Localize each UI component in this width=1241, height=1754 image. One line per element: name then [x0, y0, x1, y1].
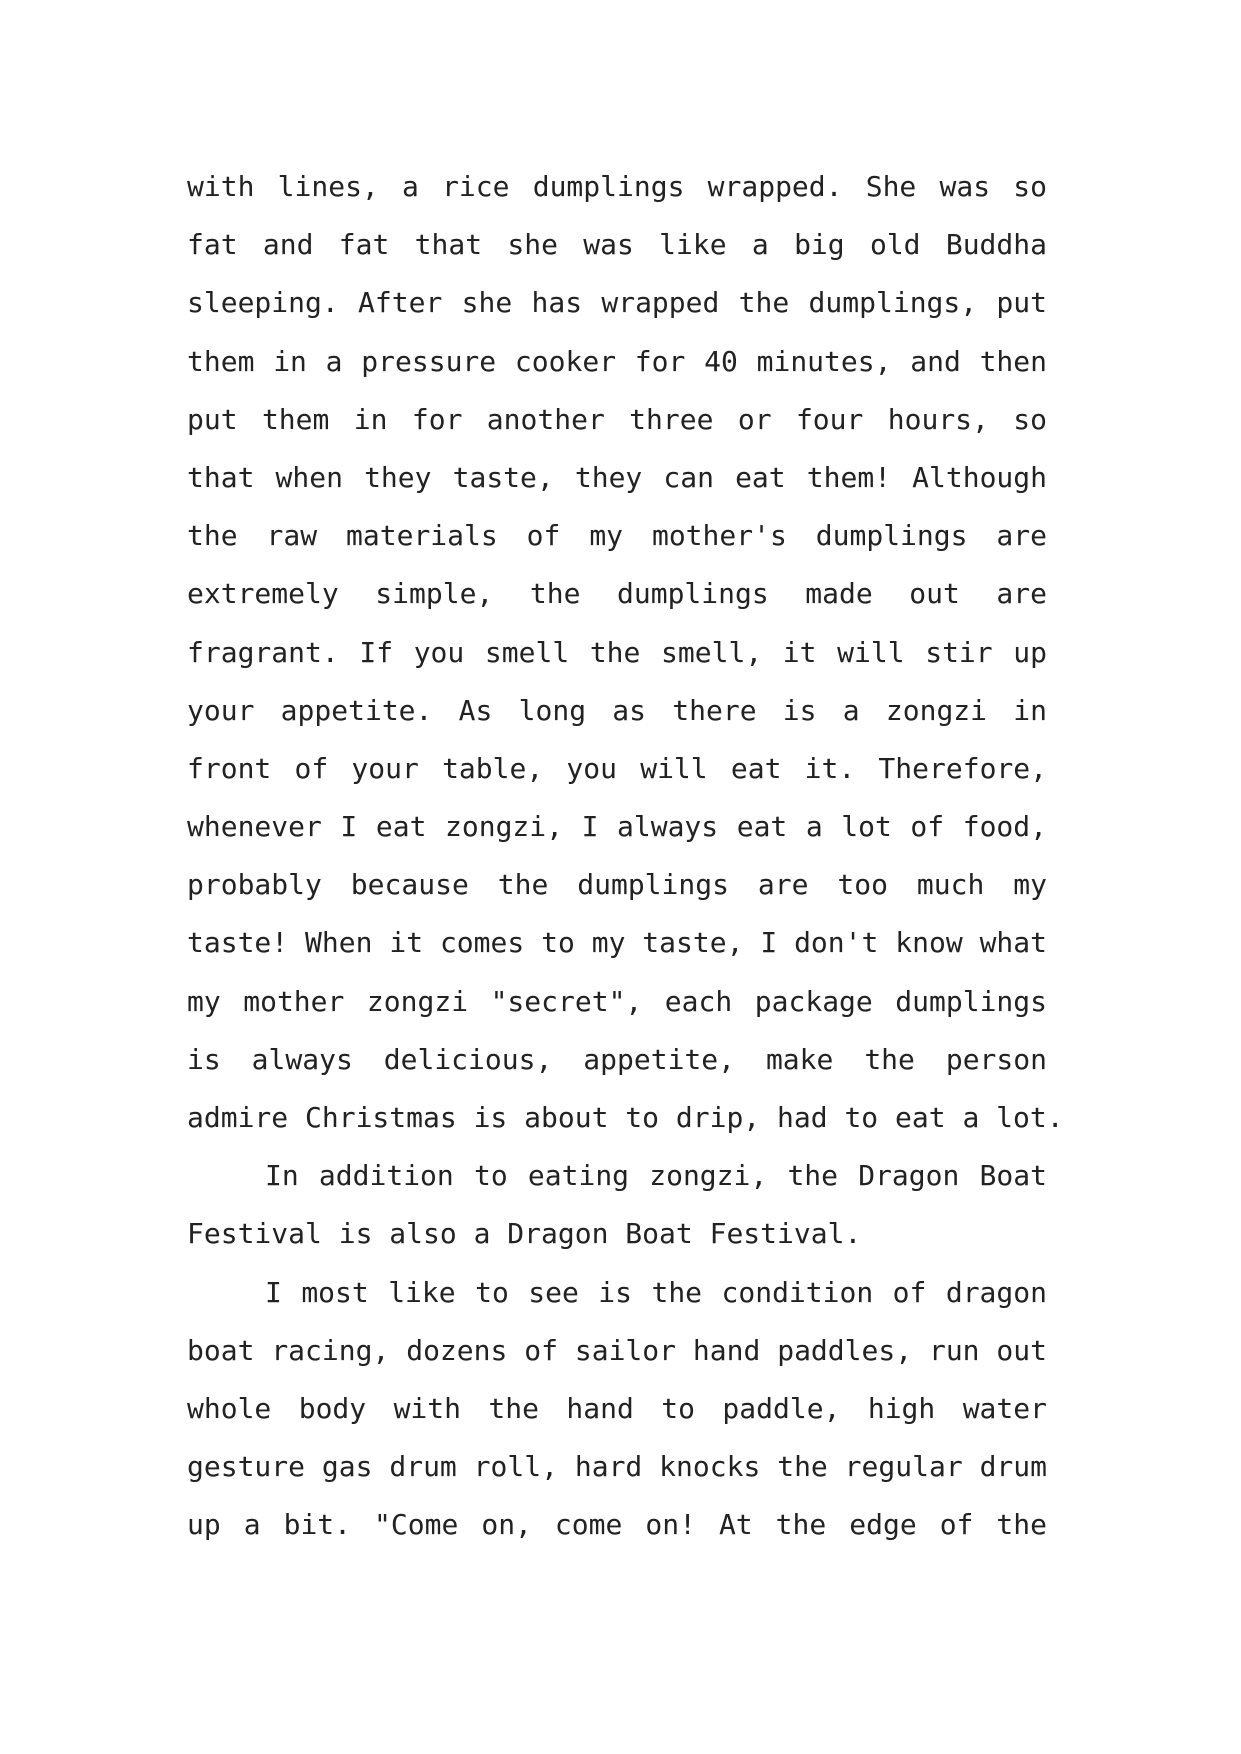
text-line: that when they taste, they can eat them! Although [187, 460, 1047, 494]
text-line: extremely simple, the dumplings made out are [187, 577, 1047, 611]
text-line: them in a pressure cooker for 40 minutes, and then [187, 344, 1047, 378]
text-line: up a bit. "Come on, come on! At the edge of the [187, 1508, 1047, 1542]
body-text [187, 158, 1064, 1555]
text-line: the raw materials of my mother's dumplings are [187, 519, 1047, 553]
text-line: whenever I eat zongzi, I always eat a lot of food, [187, 810, 1047, 844]
paragraph-first-line: In addition to eating zongzi, the Dragon Boat [265, 1159, 1047, 1193]
text-line: admire Christmas is about to drip, had to eat a lot. [187, 1101, 1064, 1134]
text-line: put them in for another three or four hours, so [187, 402, 1047, 436]
text-line: sleeping. After she has wrapped the dumplings, put [187, 286, 1047, 320]
text-line: is always delicious, appetite, make the person [187, 1042, 1047, 1076]
text-line: your appetite. As long as there is a zongzi in [187, 693, 1047, 727]
text-line: my mother zongzi "secret", each package dumplings [187, 984, 1047, 1018]
text-line: whole body with the hand to paddle, high water [187, 1391, 1047, 1425]
text-line: Festival is also a Dragon Boat Festival. [187, 1217, 862, 1251]
text-line: fragrant. If you smell the smell, it will stir up [187, 635, 1047, 669]
text-line: front of your table, you will eat it. Therefore, [187, 751, 1047, 785]
text-line: with lines, a rice dumplings wrapped. She was so [187, 170, 1047, 203]
text-line: boat racing, dozens of sailor hand paddles, run out [187, 1333, 1047, 1367]
text-line: fat and fat that she was like a big old Buddha [187, 228, 1047, 262]
text-line: taste! When it comes to my taste, I don't know what [187, 926, 1047, 960]
paragraph-first-line: I most like to see is the condition of dragon [265, 1275, 1047, 1309]
text-line: gesture gas drum roll, hard knocks the regular drum [187, 1450, 1047, 1484]
text-line: probably because the dumplings are too much my [187, 868, 1047, 902]
